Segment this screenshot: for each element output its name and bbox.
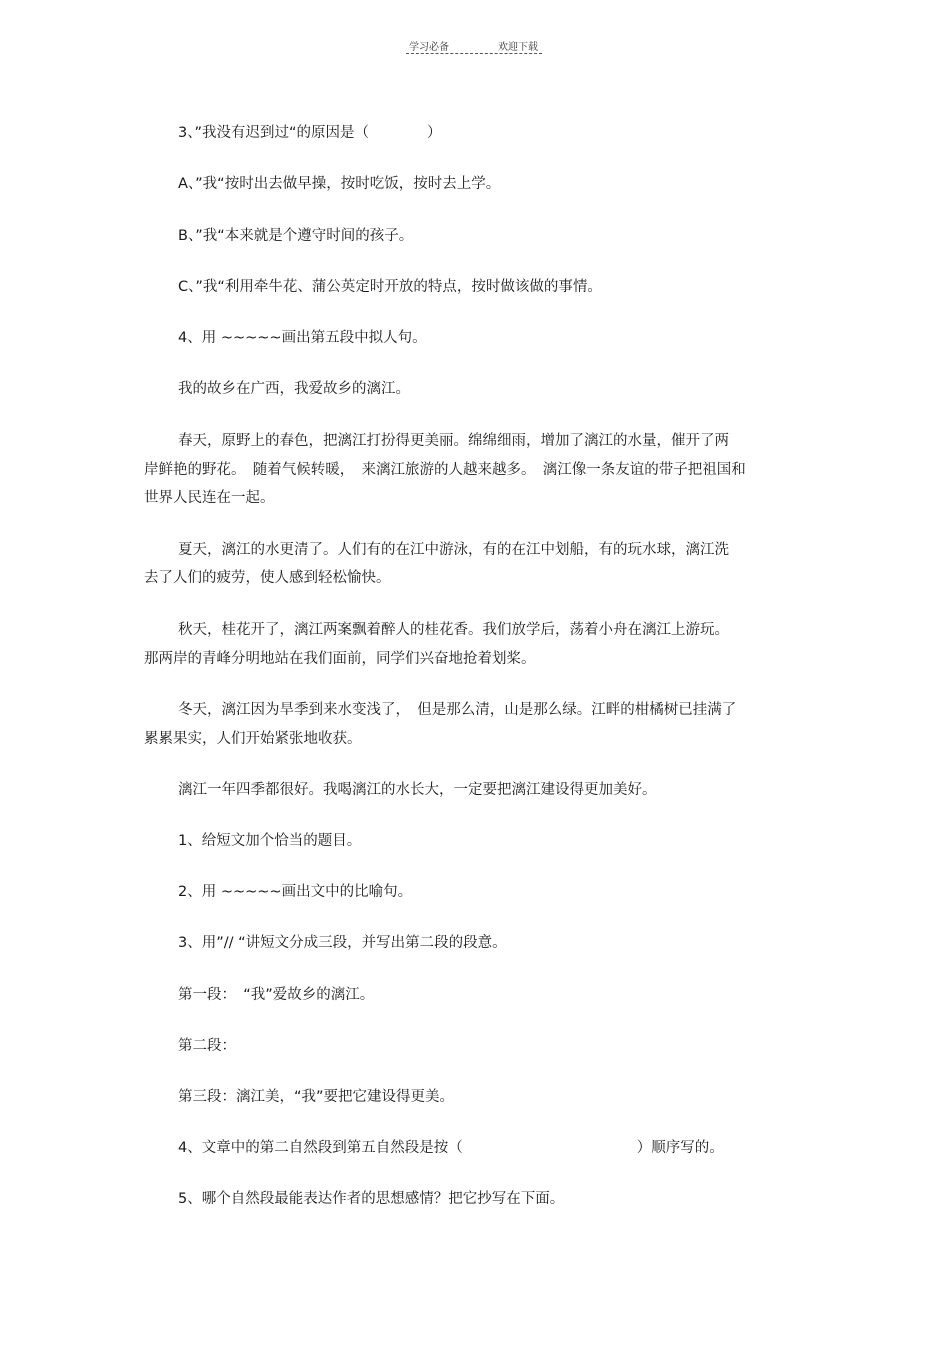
section-2-summary: 第二段： [178,1038,236,1054]
exercise-1: 1、给短文加个恰当的题目。 [178,833,362,849]
section-3-summary: 第三段：漓江美，“我”要把它建设得更美。 [178,1089,455,1105]
header-dashed-rule [406,53,542,54]
passage-paragraph-1: 我的故乡在广西，我爱故乡的漓江。 [178,381,410,397]
passage-paragraph-6: 漓江一年四季都很好。我喝漓江的水长大，一定要把漓江建设得更加美好。 [178,782,657,798]
option-a: A、”我“按时出去做早操，按时吃饭，按时去上学。 [178,176,501,192]
option-c: C、”我“利用牵牛花、蒲公英定时开放的特点，按时做该做的事情。 [178,279,602,295]
passage-paragraph-3-line-1: 夏天，漓江的水更清了。人们有的在江中游泳，有的在江中划船，有的玩水球，漓江洗 [178,542,729,558]
header-left-text: 学习必备 [409,42,449,53]
passage-paragraph-5-line-2: 累累果实，人们开始紧张地收获。 [144,731,362,747]
section-1-summary: 第一段： “我”爱故乡的漓江。 [178,987,375,1003]
header-right-text: 欢迎下载 [498,42,538,53]
passage-paragraph-4-line-2: 那两岸的青峰分明地站在我们面前，同学们兴奋地抢着划桨。 [144,651,536,667]
exercise-2: 2、用 ~~~~~画出文中的比喻句。 [178,884,413,900]
passage-paragraph-4-line-1: 秋天，桂花开了，漓江两案飘着醉人的桂花香。我们放学后，荡着小舟在漓江上游玩。 [178,622,729,638]
passage-paragraph-2-line-3: 世界人民连在一起。 [144,490,275,506]
exercise-4: 4、文章中的第二自然段到第五自然段是按（ ）顺序写的。 [178,1140,724,1156]
option-b: B、”我“本来就是个遵守时间的孩子。 [178,228,414,244]
passage-paragraph-2-line-1: 春天，原野上的春色，把漓江打扮得更美丽。绵绵细雨，增加了漓江的水量，催开了两 [178,433,729,449]
question-4: 4、用 ~~~~~画出第五段中拟人句。 [178,330,427,346]
passage-paragraph-2-line-2: 岸鲜艳的野花。 随着气候转暖， 来漓江旅游的人越来越多。 漓江像一条友谊的带子把祖国和 [144,462,746,478]
exercise-5: 5、哪个自然段最能表达作者的思想感情？把它抄写在下面。 [178,1191,565,1207]
question-3: 3、”我没有迟到过“的原因是（ ） [178,125,442,141]
passage-paragraph-5-line-1: 冬天，漓江因为旱季到来水变浅了， 但是那么清，山是那么绿。江畔的柑橘树已挂满了 [178,702,737,718]
exercise-3: 3、用”// “讲短文分成三段，并写出第二段的段意。 [178,935,507,951]
passage-paragraph-3-line-2: 去了人们的疲劳，使人感到轻松愉快。 [144,570,391,586]
